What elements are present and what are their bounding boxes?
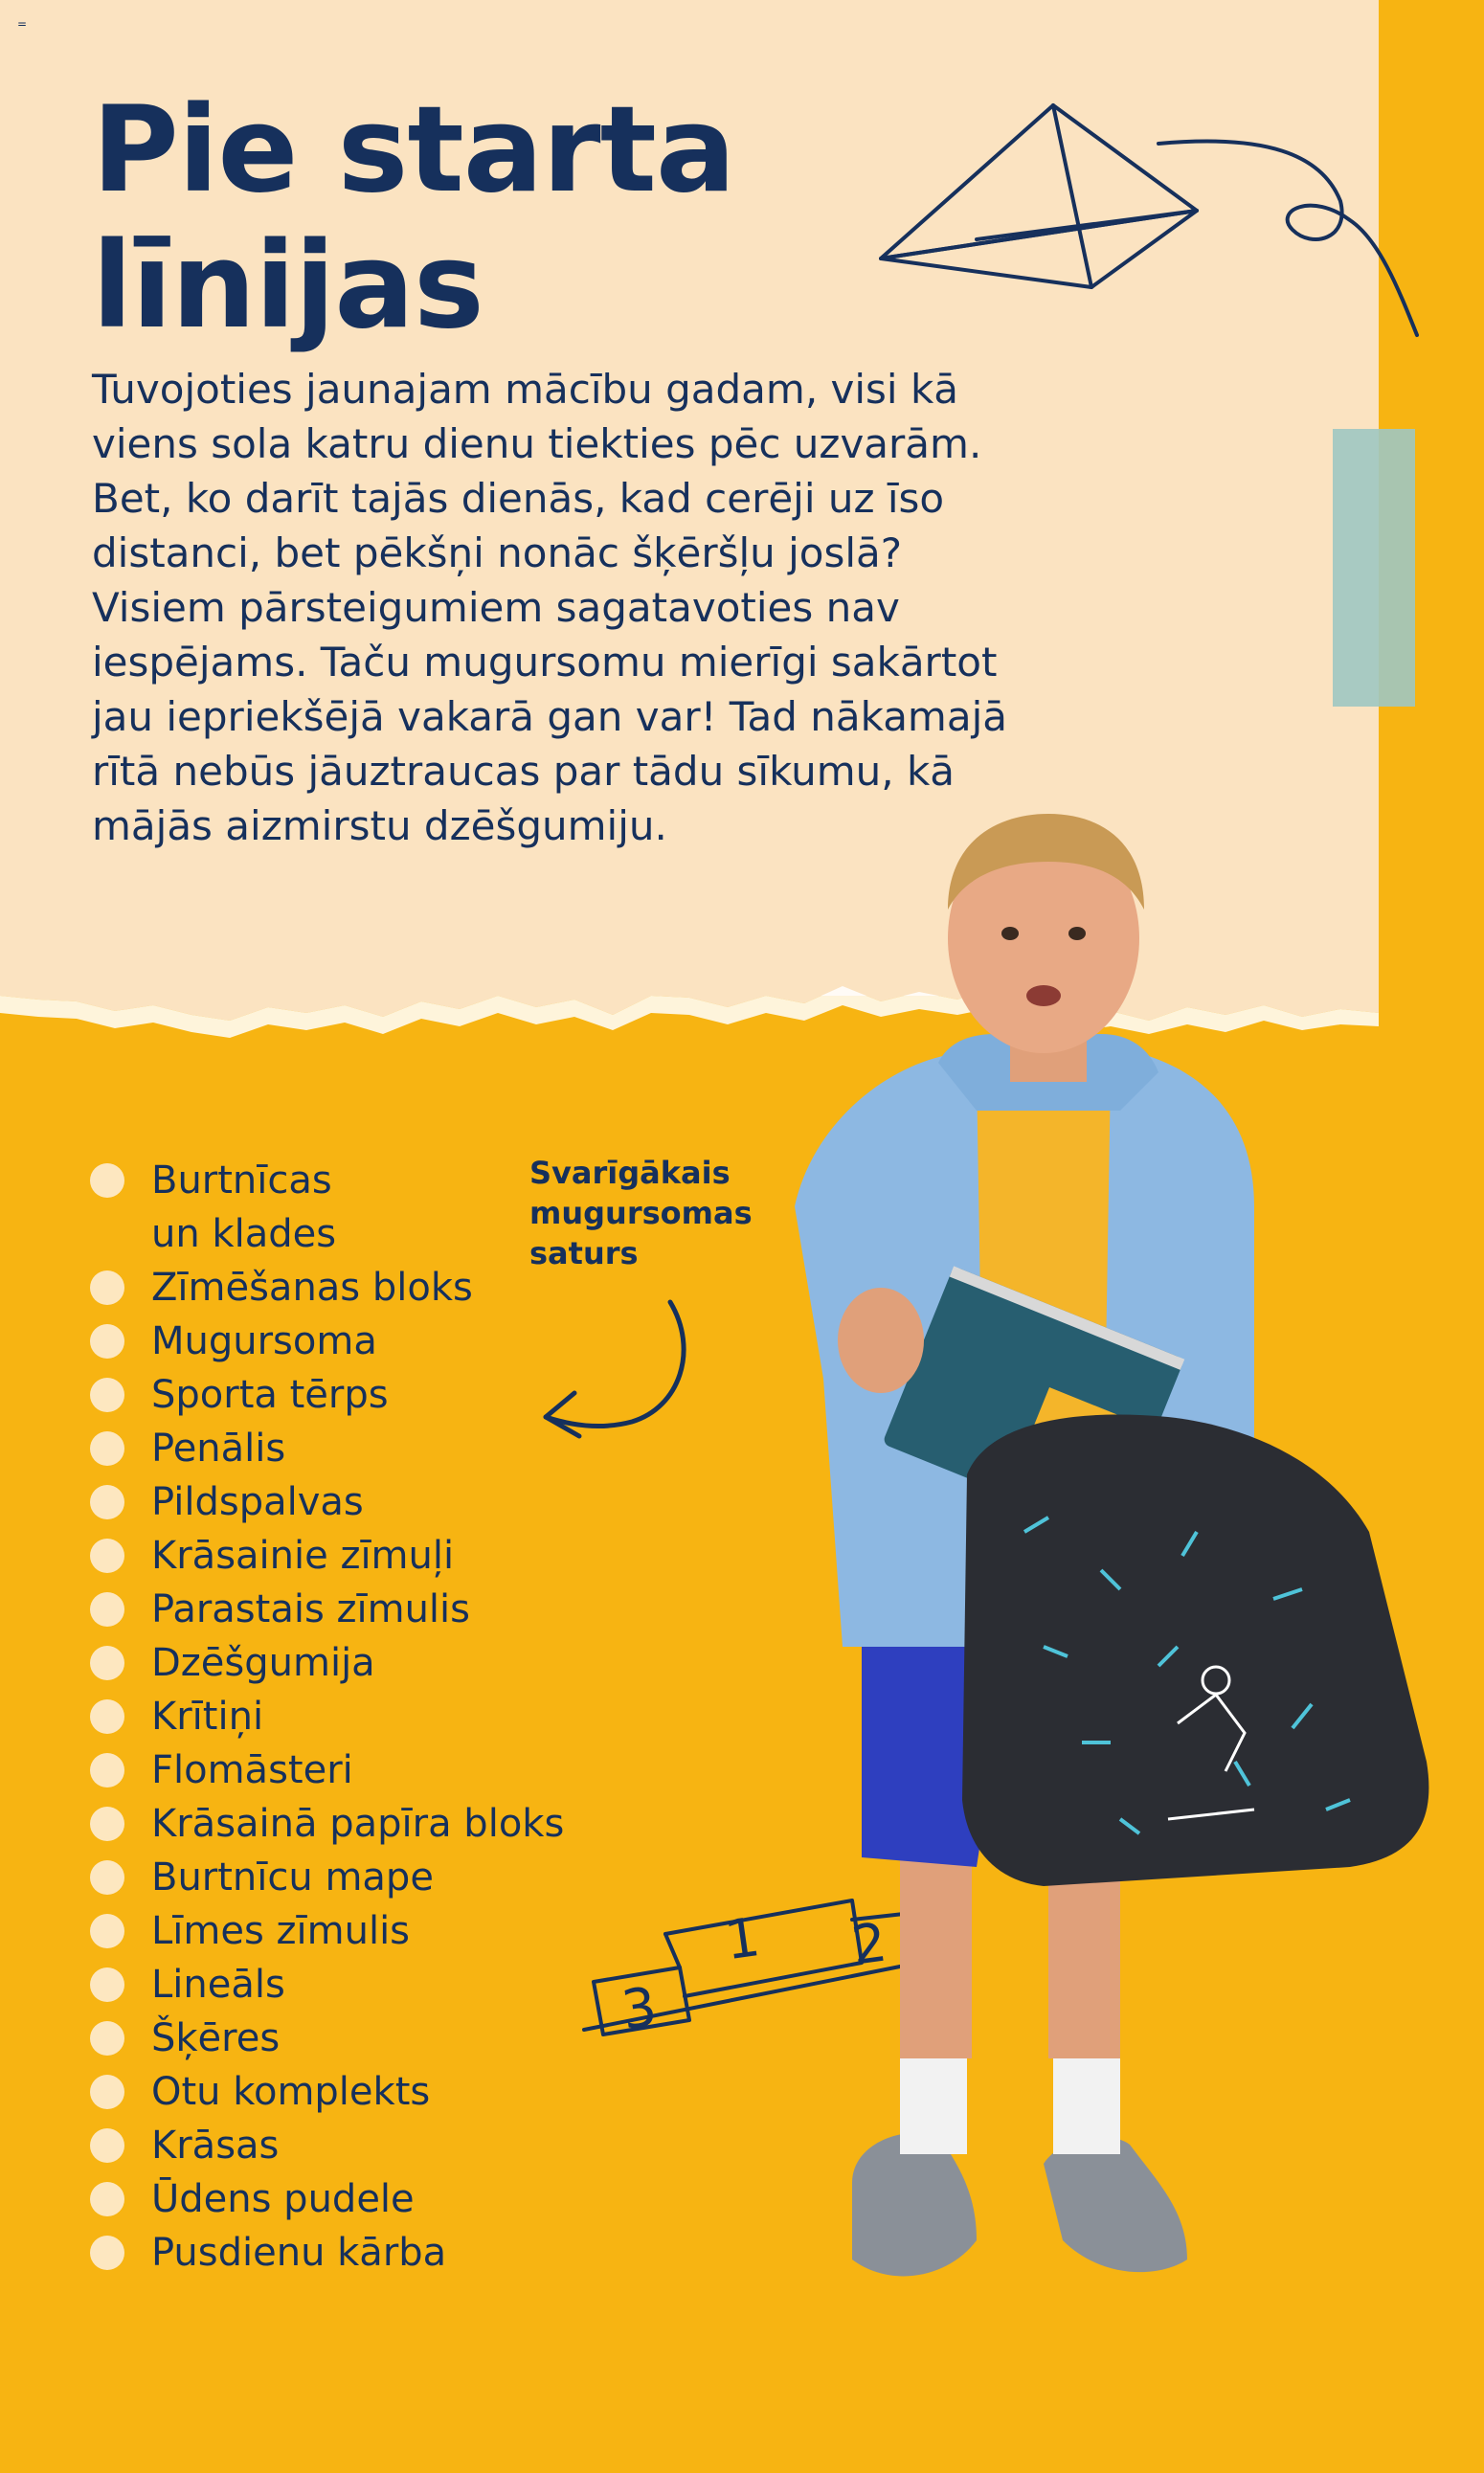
bullet-dot xyxy=(90,1324,124,1359)
list-item xyxy=(90,1690,564,1743)
list-item xyxy=(90,1743,564,1797)
list-item-label: Zīmēšanas bloks xyxy=(151,1266,473,1310)
list-item xyxy=(90,1261,564,1315)
list-item-label: Krītiņi xyxy=(151,1695,264,1739)
bullet-dot xyxy=(90,1539,124,1573)
list-item-label: Lineāls xyxy=(151,1963,285,2007)
list-item-label: Krāsainā papīra bloks xyxy=(151,1802,565,1846)
intro-line: jau iepriekšējā vakarā gan var! Tad nākamajā xyxy=(92,693,1007,740)
callout-line: Svarīgākais xyxy=(529,1155,731,1191)
list-item xyxy=(90,1529,564,1583)
bullet-dot xyxy=(90,2021,124,2056)
bullet-dot xyxy=(90,2236,124,2270)
podium-number: 2 xyxy=(847,1911,891,1978)
bullet-dot xyxy=(90,1270,124,1305)
paper-plane-icon xyxy=(862,96,1455,364)
bullet-dot xyxy=(90,1860,124,1895)
bullet-dot xyxy=(90,1163,124,1198)
podium-number: 1 xyxy=(721,1906,764,1973)
list-item xyxy=(90,1475,564,1529)
list-item-label: Šķēres xyxy=(151,2016,281,2060)
list-item-label: Sporta tērps xyxy=(151,1373,389,1417)
list-item-label: Otu komplekts xyxy=(151,2070,431,2114)
list-item-label: Krāsainie zīmuļi xyxy=(151,1534,455,1578)
intro-line: distanci, bet pēkšņi nonāc šķēršļu joslā? xyxy=(92,529,903,576)
list-item xyxy=(90,2226,564,2280)
bullet-dot xyxy=(90,2128,124,2163)
list-item xyxy=(90,1422,564,1475)
intro-line: Visiem pārsteigumiem sagatavoties nav xyxy=(92,584,900,631)
list-item-label: Penālis xyxy=(151,1427,286,1471)
list-item-label: Parastais zīmulis xyxy=(151,1587,470,1631)
washi-tape xyxy=(1333,429,1415,707)
list-item xyxy=(90,1851,564,1904)
corner-mark: = xyxy=(17,17,28,31)
callout-line: saturs xyxy=(529,1235,639,1271)
list-item-label: Līmes zīmulis xyxy=(151,1909,411,1953)
list-item xyxy=(90,1315,564,1368)
intro-paragraph xyxy=(92,362,1088,853)
title-line: līnijas xyxy=(92,217,483,355)
list-item xyxy=(90,1636,564,1690)
list-item-label: un klades xyxy=(151,1212,337,1256)
podium-number: 3 xyxy=(618,1975,661,2043)
list-item-label: Burtnīcu mape xyxy=(151,1855,434,1900)
bullet-dot xyxy=(90,1485,124,1519)
list-item-label: Krāsas xyxy=(151,2124,280,2168)
list-item xyxy=(90,1904,564,1958)
intro-line: mājās aizmirstu dzēšgumiju. xyxy=(92,802,667,849)
list-item xyxy=(90,2119,564,2172)
list-item-label: Pusdienu kārba xyxy=(151,2231,447,2275)
list-item xyxy=(90,1958,564,2012)
list-item-label: Flomāsteri xyxy=(151,1748,353,1792)
bullet-dot xyxy=(90,1753,124,1787)
page-title xyxy=(92,82,735,354)
bullet-dot xyxy=(90,2075,124,2109)
list-item xyxy=(90,1368,564,1422)
list-item xyxy=(90,2065,564,2119)
list-item xyxy=(90,2012,564,2065)
list-item-label: Ūdens pudele xyxy=(151,2177,415,2221)
list-item xyxy=(90,2172,564,2226)
list-item xyxy=(90,1583,564,1636)
bullet-dot xyxy=(90,1807,124,1841)
list-item xyxy=(90,1154,564,1261)
bullet-dot xyxy=(90,1431,124,1466)
bullet-dot xyxy=(90,1699,124,1734)
list-item-label: Pildspalvas xyxy=(151,1480,364,1524)
title-line: Pie starta xyxy=(92,81,735,219)
list-item-label: Dzēšgumija xyxy=(151,1641,375,1685)
bullet-dot xyxy=(90,1914,124,1948)
backpack-checklist xyxy=(90,1154,564,2280)
bullet-dot xyxy=(90,1646,124,1680)
list-item-label: Mugursoma xyxy=(151,1319,377,1363)
bullet-dot xyxy=(90,1378,124,1412)
boy-with-backpack-photo xyxy=(756,804,1446,2355)
callout-line: mugursomas xyxy=(529,1195,753,1231)
bullet-dot xyxy=(90,1592,124,1627)
bullet-dot xyxy=(90,2182,124,2216)
intro-line: iespējams. Taču mugursomu mierīgi sakārtot xyxy=(92,639,998,686)
list-item-label: Burtnīcas xyxy=(151,1158,332,1203)
bullet-dot xyxy=(90,1967,124,2002)
intro-line: Bet, ko darīt tajās dienās, kad cerēji uz īso xyxy=(92,475,945,522)
list-item xyxy=(90,1797,564,1851)
intro-line: Tuvojoties jaunajam mācību gadam, visi kā xyxy=(92,366,959,413)
intro-line: viens sola katru dienu tiekties pēc uzvarām. xyxy=(92,420,982,467)
intro-line: rītā nebūs jāuztraucas par tādu sīkumu, kā xyxy=(92,748,956,795)
